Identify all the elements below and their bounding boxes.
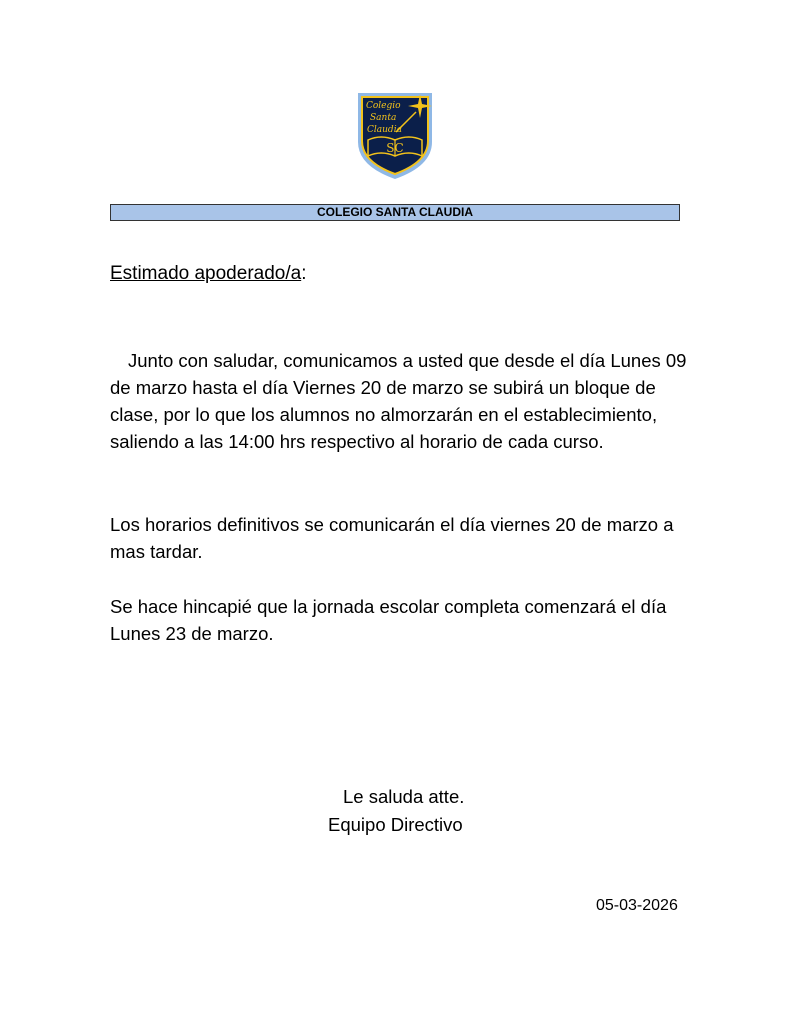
signature-team: Equipo Directivo [328, 814, 463, 835]
logo-text-2: Santa [370, 113, 397, 123]
closing-line: Le saluda atte. [343, 786, 465, 807]
greeting [110, 263, 306, 285]
logo-text-3: Claudia [367, 125, 402, 135]
body-paragraph-1: Junto con saludar, comunicamos a usted que desde el día Lunes 09 de marzo hasta el día Viernes 20 de marzo se subirá un bloque de clase, por lo que los alumnos no almorzarán en el establecimiento, saliendo a las 14:00 hrs respectivo al horario de cada curso. [110, 350, 687, 452]
document-date: 05-03-2026 [596, 897, 678, 914]
body-paragraph-2: Los horarios definitivos se comunicarán el día viernes 20 de marzo a mas tardar. [110, 514, 674, 562]
logo-monogram: SC [386, 141, 404, 155]
logo-text-1: Colegio [366, 101, 401, 111]
greeting-colon: : [301, 263, 307, 284]
school-logo [354, 90, 436, 182]
body-paragraph-3: Se hace hincapié que la jornada escolar completa comenzará el día Lunes 23 de marzo. [110, 596, 667, 644]
school-name-banner: COLEGIO SANTA CLAUDIA [110, 204, 680, 221]
greeting-text: Estimado apoderado/a [110, 263, 302, 284]
